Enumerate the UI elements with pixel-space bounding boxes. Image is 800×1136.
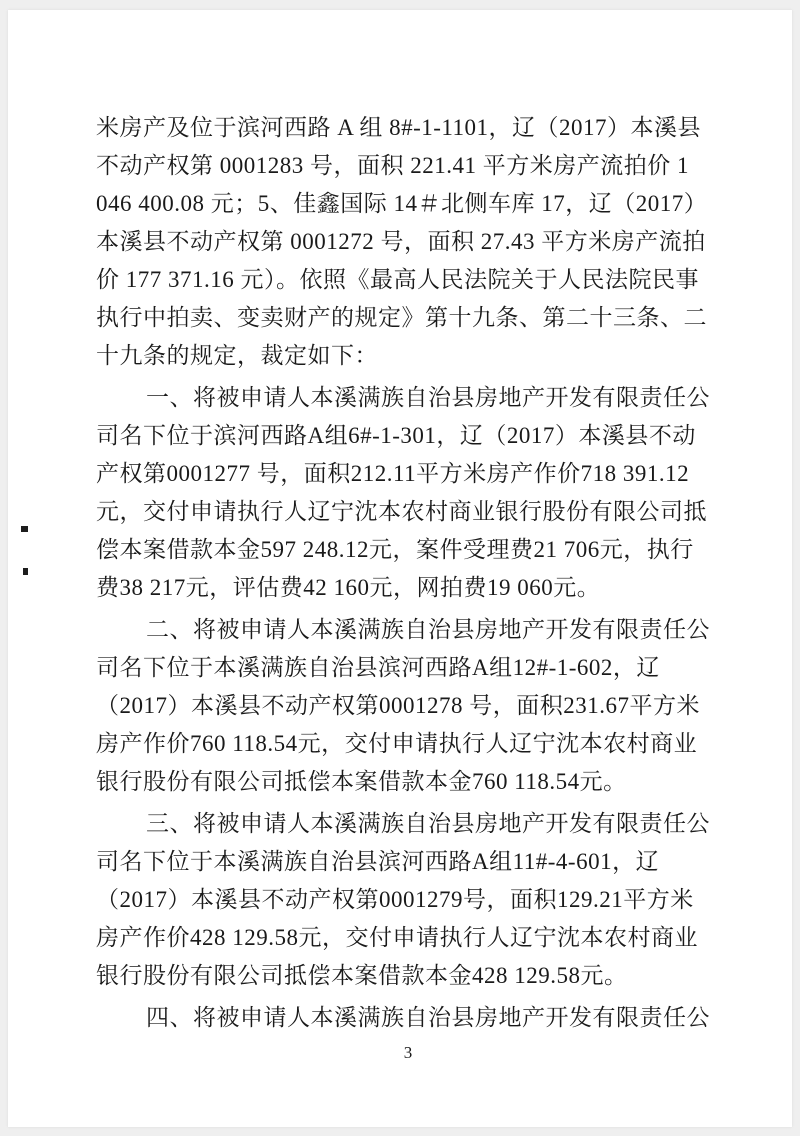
text-line: 本溪县不动产权第 0001272 号，面积 27.43 平方米房产流拍 [96, 229, 706, 254]
opening-paragraph [96, 109, 728, 375]
ruling-paragraph-3 [96, 805, 728, 995]
ruling-paragraph-2 [96, 611, 728, 801]
text-line: 司名下位于本溪满族自治县滨河西路A组12#-1-602，辽 [96, 655, 660, 680]
text-line: 执行中拍卖、变卖财产的规定》第十九条、第二十三条、二 [96, 305, 707, 330]
text-line: 元，交付申请执行人辽宁沈本农村商业银行股份有限公司抵 [96, 499, 707, 524]
ruling-paragraph-4 [96, 999, 728, 1037]
text-line: 三、将被申请人本溪满族自治县房地产开发有限责任公 [146, 811, 710, 836]
text-line: 不动产权第 0001283 号，面积 221.41 平方米房产流拍价 1 [96, 153, 689, 178]
document-page [8, 10, 792, 1127]
text-line: 米房产及位于滨河西路 A 组 8#-1-1101，辽（2017）本溪县 [96, 115, 702, 140]
document-body [96, 109, 728, 1037]
text-line: 价 177 371.16 元）。依照《最高人民法院关于人民法院民事 [96, 267, 699, 292]
text-line: 司名下位于本溪满族自治县滨河西路A组11#-4-601，辽 [96, 849, 660, 874]
text-line: 费38 217元，评估费42 160元，网拍费19 060元。 [96, 575, 601, 600]
ruling-paragraph-1 [96, 379, 728, 607]
text-line: 产权第0001277 号，面积212.11平方米房产作价718 391.12 [96, 461, 690, 486]
text-line: （2017）本溪县不动产权第0001279号，面积129.21平方米 [96, 887, 694, 912]
page-number: 3 [403, 1043, 413, 1062]
text-line: 一、将被申请人本溪满族自治县房地产开发有限责任公 [146, 385, 710, 410]
text-line: 偿本案借款本金597 248.12元，案件受理费21 706元，执行 [96, 537, 694, 562]
text-line: 房产作价760 118.54元，交付申请执行人辽宁沈本农村商业 [96, 731, 698, 756]
scan-artifact-dot [21, 526, 28, 532]
text-line: 司名下位于滨河西路A组6#-1-301，辽（2017）本溪县不动 [96, 423, 696, 448]
text-line: 十九条的规定，裁定如下： [96, 343, 378, 368]
text-line: 房产作价428 129.58元，交付申请执行人辽宁沈本农村商业 [96, 925, 698, 950]
text-line: （2017）本溪县不动产权第0001278 号，面积231.67平方米 [96, 693, 700, 718]
text-line: 银行股份有限公司抵偿本案借款本金760 118.54元。 [96, 769, 627, 794]
text-line: 046 400.08 元；5、佳鑫国际 14＃北侧车库 17，辽（2017） [96, 191, 708, 216]
text-line: 二、将被申请人本溪满族自治县房地产开发有限责任公 [146, 617, 710, 642]
text-line: 银行股份有限公司抵偿本案借款本金428 129.58元。 [96, 963, 628, 988]
scan-artifact-dot [23, 568, 28, 575]
text-line: 四、将被申请人本溪满族自治县房地产开发有限责任公 [146, 1005, 710, 1030]
